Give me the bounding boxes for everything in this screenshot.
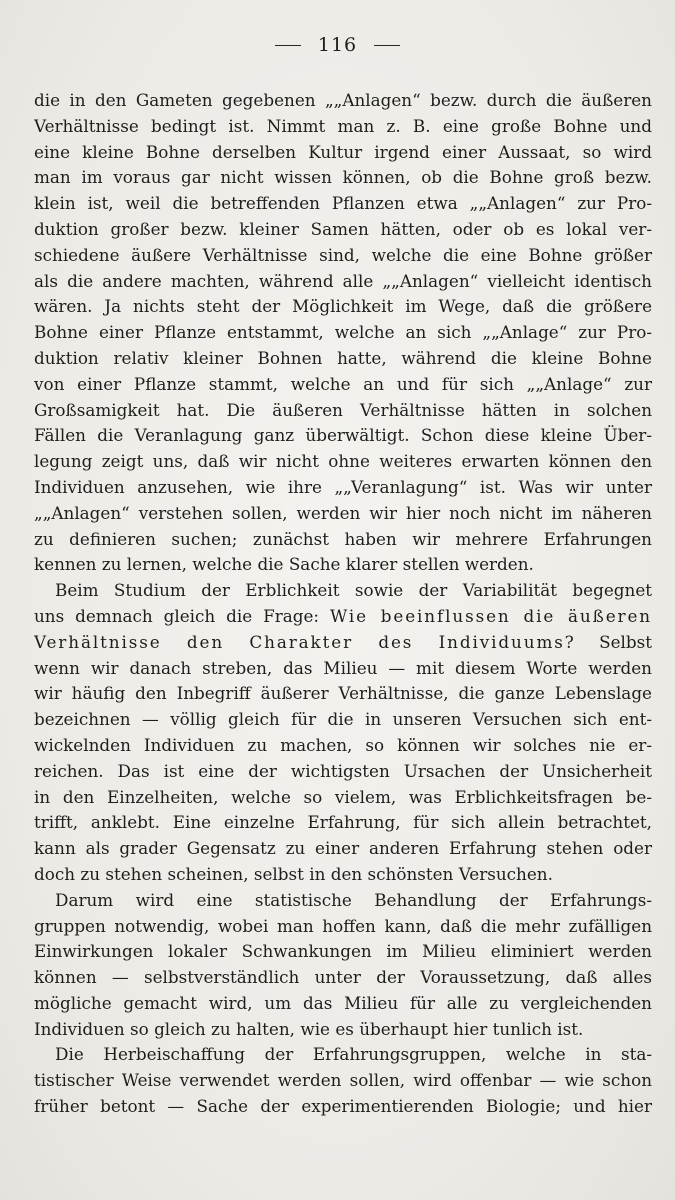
spaced-emphasis: Verhältnisse den Charakter des Individuums? <box>34 631 576 652</box>
text-run: uns demnach gleich die Frage: <box>34 605 330 626</box>
text-line: Verhältnisse bedingt ist. Nimmt man z. B. eine große Bohne und <box>34 115 652 136</box>
text-line: tistischer Weise verwendet werden sollen, wird offenbar — wie schon <box>34 1070 652 1091</box>
text-line: wickelnden Individuen zu machen, so können wir solches nie er- <box>34 734 652 755</box>
text-line: als die andere machten, während alle „„Anlagen“ vielleicht identisch <box>34 270 652 291</box>
text-line-emphasis-start <box>34 604 652 630</box>
text-line: mögliche gemacht wird, um das Milieu für alle zu vergleichenden <box>34 992 652 1013</box>
page-number <box>0 34 675 56</box>
text-line: Bohne einer Pflanze entstammt, welche an sich „„Anlage“ zur Pro- <box>34 322 652 343</box>
text-line: duktion großer bezw. kleiner Samen hätten, oder ob es lokal ver- <box>34 218 652 239</box>
spaced-emphasis: Wie beeinflussen die äußeren <box>329 605 652 626</box>
text-line: in den Einzelheiten, welche so vielem, was Erblichkeitsfragen be- <box>34 786 652 807</box>
text-line: Die Herbeischaffung der Erfahrungsgruppen, welche in sta- <box>55 1044 652 1065</box>
text-line: können — selbstverständlich unter der Voraussetzung, daß alles <box>34 967 652 988</box>
paragraph-3 <box>34 888 652 1043</box>
text-line: Darum wird eine statistische Behandlung der Erfahrungs- <box>55 889 652 910</box>
text-line: man im voraus gar nicht wissen können, ob die Bohne groß bezw. <box>34 167 652 188</box>
page-number-dash-right <box>374 45 400 46</box>
text-line: zu definieren suchen; zunächst haben wir mehrere Erfahrungen <box>34 528 652 549</box>
text-line: Individuen so gleich zu halten, wie es überhaupt hier tunlich ist. <box>34 1018 584 1039</box>
text-line: klein ist, weil die betreffenden Pflanzen etwa „„Anlagen“ zur Pro- <box>34 193 652 214</box>
text-line: die in den Gameten gegebenen „„Anlagen“ bezw. durch die äußeren <box>34 90 652 110</box>
text-line: doch zu stehen scheinen, selbst in den schönsten Versuchen. <box>34 863 553 884</box>
text-line: gruppen notwendig, wobei man hoffen kann, daß die mehr zufälligen <box>34 915 652 936</box>
text-line: wenn wir danach streben, das Milieu — mit diesem Worte werden <box>34 657 652 678</box>
text-line: duktion relativ kleiner Bohnen hatte, während die kleine Bohne <box>34 347 652 368</box>
text-line: früher betont — Sache der experimentierenden Biologie; und hier <box>34 1096 652 1117</box>
body-text <box>34 88 652 1120</box>
text-line: bezeichnen — völlig gleich für die in unseren Versuchen sich ent- <box>34 709 652 730</box>
text-line: eine kleine Bohne derselben Kultur irgend einer Aussaat, so wird <box>34 141 652 162</box>
paragraph-4 <box>34 1042 652 1119</box>
text-line: „„Anlagen“ verstehen sollen, werden wir hier noch nicht im näheren <box>34 502 652 523</box>
text-line: Individuen anzusehen, wie ihre „„Veranlagung“ ist. Was wir unter <box>34 476 652 497</box>
text-line: kann als grader Gegensatz zu einer anderen Erfahrung stehen oder <box>34 838 652 859</box>
text-line: Fällen die Veranlagung ganz überwältigt. Schon diese kleine Über- <box>34 425 652 446</box>
text-line-emphasis-end <box>34 630 652 656</box>
text-line: schiedene äußere Verhältnisse sind, welche die eine Bohne größer <box>34 244 652 265</box>
text-line: Einwirkungen lokaler Schwankungen im Milieu eliminiert werden <box>34 941 652 962</box>
text-line: kennen zu lernen, welche die Sache klarer stellen werden. <box>34 554 534 575</box>
text-line: reichen. Das ist eine der wichtigsten Ursachen der Unsicherheit <box>34 760 652 781</box>
page-number-dash-left <box>275 45 301 46</box>
text-line: Großsamigkeit hat. Die äußeren Verhältnisse hätten in solchen <box>34 399 652 420</box>
text-line: trifft, anklebt. Eine einzelne Erfahrung, für sich allein betrachtet, <box>34 812 652 833</box>
text-line: Beim Studium der Erblichkeit sowie der Variabilität begegnet <box>55 580 652 601</box>
text-line: wären. Ja nichts steht der Möglichkeit im Wege, daß die größere <box>34 296 652 317</box>
text-line: legung zeigt uns, daß wir nicht ohne weiteres erwarten können den <box>34 451 652 472</box>
text-line: wir häufig den Inbegriff äußerer Verhältnisse, die ganze Lebenslage <box>34 683 652 704</box>
paragraph-1 <box>34 88 652 578</box>
page-number-value: 116 <box>317 34 358 56</box>
text-run: Selbst <box>575 631 652 652</box>
paragraph-2 <box>34 578 652 888</box>
text-line: von einer Pflanze stammt, welche an und für sich „„Anlage“ zur <box>34 373 652 394</box>
